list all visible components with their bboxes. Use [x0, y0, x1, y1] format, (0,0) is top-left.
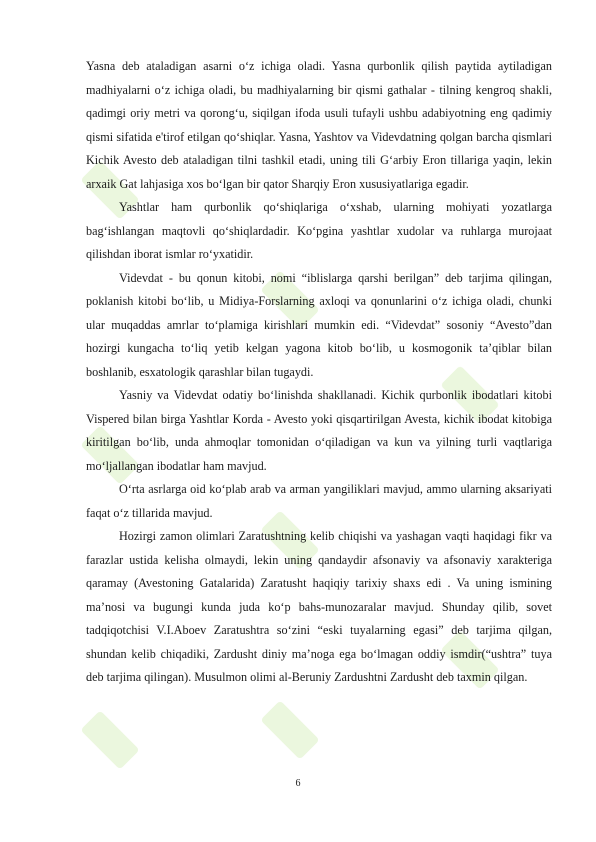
body-text — [86, 55, 552, 690]
paragraph-3: Videvdat - bu qonun kitobi, nomi “iblislarga qarshi berilgan” deb tarjima qilingan, poklanish kitobi bo‘lib, u Midiya-Forslarning axloqi va qonunlarini o‘z ichiga oladi, chunki ular muqaddas amrlar to‘plamiga kirishlari mumkin edi. “Videvdat” sosoniy “Avesto”dan hozirgi kungacha to‘liq yetib kelgan yagona kitob bo‘lib, u kosmogonik ta’qiblar bilan boshlanib, esxatologik qarashlar bilan tugaydi. — [86, 270, 552, 379]
watermark-mark — [80, 710, 139, 769]
paragraph-2: Yashtlar ham qurbonlik qo‘shiqlariga o‘xshab, ularning mohiyati yozatlarga bag‘ishlangan maqtovli qo‘shiqlardadir. Ko‘pgina yashtlar xudolar va ruhlarga murojaat qilishdan iborat ismlar ro‘yxatidir. — [86, 200, 552, 261]
paragraph-4: Yasniy va Videvdat odatiy bo‘linishda shakllanadi. Kichik qurbonlik ibodatlari kitobi Vispered bilan birga Yashtlar Korda - Avesto yoki qisqartirilgan Avesta, kichik ibodat kitobiga kiritilgan bo‘lib, unda ahmoqlar tomonidan o‘qiladigan va kun va yilning turli vaqtlariga mo‘ljallangan ibodatlar ham mavjud. — [86, 388, 552, 473]
page-number: 6 — [295, 778, 301, 789]
paragraph-5: O‘rta asrlarga oid ko‘plab arab va arman yangiliklari mavjud, ammo ularning aksariyati faqat o‘z tillarida mavjud. — [86, 482, 552, 520]
paragraph-1: Yasna deb ataladigan asarni o‘z ichiga oladi. Yasna qurbonlik qilish paytida aytiladigan madhiyalarni o‘z ichiga oladi, bu madhiyalarning bir qismi gathalar - tilning kengroq shakli, qadimgi oriy metri va qorong‘u, siqilgan ifoda usuli tufayli ushbu adabiyotning eng qadimiy qismi sifatida e'tirof etilgan qo‘shiqlar. Yasna, Yashtov va Videvdatning qolgan barcha qismlari Kichik Avesto deb ataladigan tilni tashkil etadi, uning tili G‘arbiy Eron tillariga yaqin, lekin arxaik Gat lahjasiga xos bo‘lgan bir qator Sharqiy Eron xususiyatlariga egadir. — [86, 59, 552, 191]
watermark-mark — [260, 700, 319, 759]
paragraph-6: Hozirgi zamon olimlari Zaratushtning kelib chiqishi va yashagan vaqti haqidagi fikr va farazlar ustida kelisha olmaydi, lekin uning qandaydir afsonaviy va afsonaviy xarakteriga qaramay (Avestoning Gatalarida) Zaratusht haqiqiy tarixiy shaxs edi . Va uning ismining ma’nosi va bugungi kunda juda ko‘p bahs-munozaralar mavjud. Shunday qilib, sovet tadqiqotchisi V.I.Aboev Zaratushtra so‘zini “eski tuyalarning egasi” deb tarjima qilgan, shundan kelib chiqadiki, Zardusht diniy ma’noga ega bo‘lmagan oddiy ismdir(“ushtra” tuya deb tarjima qilingan). Musulmon olimi al-Beruniy Zardushtni Zardusht deb taxmin qilgan. — [86, 529, 552, 684]
